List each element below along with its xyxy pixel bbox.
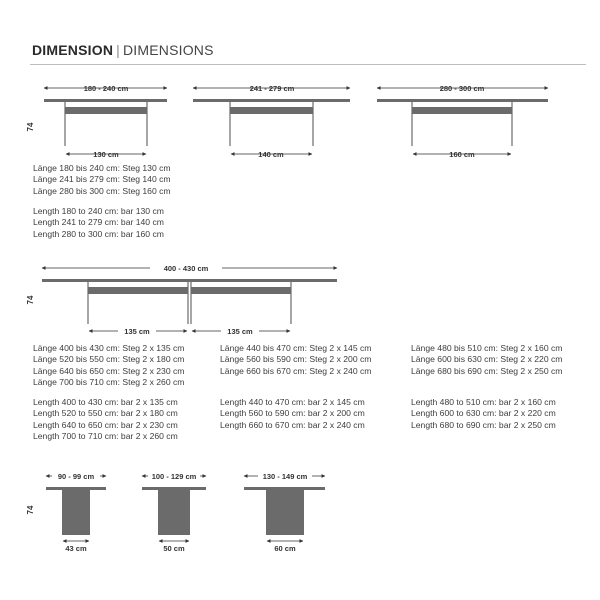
row2-col2-en-line: Length 560 to 590 cm: bar 2 x 200 cm (220, 408, 365, 419)
row1-table-3-top-label: 280 - 300 cm (439, 84, 485, 93)
row3-table-1-top (46, 487, 106, 490)
row2-long-table (42, 262, 337, 336)
row2-height-label: 74 (26, 295, 35, 305)
row3-table-2-top (142, 487, 206, 490)
row2-col1-en-line: Length 700 to 710 cm: bar 2 x 260 cm (33, 431, 178, 442)
row1-table-2-top (193, 99, 350, 102)
row2-col2-de-line: Länge 440 bis 470 cm: Steg 2 x 145 cm (220, 343, 372, 353)
row1-de-text (33, 163, 171, 197)
row3-table-1-base (62, 490, 90, 535)
row2-col1-de-line: Länge 640 bis 650 cm: Steg 2 x 230 cm (33, 365, 185, 376)
row2-top-label: 400 - 430 cm (163, 264, 209, 273)
row2-bottom-left-label: 135 cm (124, 327, 150, 336)
row2-col2-en (220, 397, 365, 431)
row2-col1-de-line: Länge 700 bis 710 cm: Steg 2 x 260 cm (33, 377, 185, 388)
row1-table-1-top (44, 99, 167, 102)
row2-col1-de-line: Länge 520 bis 550 cm: Steg 2 x 180 cm (33, 354, 185, 365)
row2-bottom-right-label: 135 cm (227, 327, 253, 336)
title-light: DIMENSIONS (122, 42, 214, 58)
row2-col3-de-line: Länge 480 bis 510 cm: Steg 2 x 160 cm (411, 343, 563, 353)
row1-de-line: Länge 280 bis 300 cm: Steg 160 cm (33, 185, 171, 196)
row2-col3-de-line: Länge 680 bis 690 cm: Steg 2 x 250 cm (411, 365, 563, 376)
row3-table-3-top (244, 487, 325, 490)
row1-table-1-bottom-label: 130 cm (93, 150, 119, 159)
row1-en-line: Length 280 to 300 cm: bar 160 cm (33, 228, 164, 239)
row3-table-3-base (266, 490, 304, 535)
row3-table-2 (142, 471, 206, 553)
row2-col1-de (33, 343, 184, 389)
row2-col1-en (33, 397, 178, 443)
row1-de-line: Länge 180 bis 240 cm: Steg 130 cm (33, 163, 171, 173)
row2-col2-en-line: Length 440 to 470 cm: bar 2 x 145 cm (220, 397, 365, 407)
row3-table-1 (46, 471, 106, 553)
row1-en-line: Length 241 to 279 cm: bar 140 cm (33, 217, 164, 228)
row3-table-3-bottom-label: 60 cm (274, 544, 296, 553)
row2-col3-en (411, 397, 556, 431)
row1-table-3-bar (412, 107, 512, 114)
row1-height-label: 74 (26, 122, 35, 132)
row2-col3-en-line: Length 680 to 690 cm: bar 2 x 250 cm (411, 419, 556, 430)
row2-col3-de-line: Länge 600 bis 630 cm: Steg 2 x 220 cm (411, 354, 563, 365)
row3-table-1-bottom-label: 43 cm (65, 544, 87, 553)
row1-table-2-top-label: 241 - 279 cm (249, 84, 295, 93)
row1-table-3-bottom-label: 160 cm (449, 150, 475, 159)
row2-col2-en-line: Length 660 to 670 cm: bar 2 x 240 cm (220, 419, 365, 430)
row3-table-3 (244, 471, 325, 553)
row1-table-2-bottom-label: 140 cm (258, 150, 284, 159)
row3-table-3-top-label: 130 - 149 cm (262, 472, 308, 481)
row1-table-2 (193, 84, 350, 159)
row1-de-line: Länge 241 bis 279 cm: Steg 140 cm (33, 174, 171, 185)
row1-table-3 (377, 84, 548, 159)
row1-table-1-top-label: 180 - 240 cm (83, 84, 129, 93)
row2-col1-en-line: Length 640 to 650 cm: bar 2 x 230 cm (33, 419, 178, 430)
row2-col1-en-line: Length 400 to 430 cm: bar 2 x 135 cm (33, 397, 178, 407)
row3-height-label: 74 (26, 505, 35, 515)
row2-col2-de-line: Länge 660 bis 670 cm: Steg 2 x 240 cm (220, 365, 372, 376)
row1-table-2-bar (230, 107, 313, 114)
row1-en-line: Length 180 to 240 cm: bar 130 cm (33, 206, 164, 216)
row1-table-1-bar (65, 107, 147, 114)
row2-col1-en-line: Length 520 to 550 cm: bar 2 x 180 cm (33, 408, 178, 419)
row2-col3-en-line: Length 480 to 510 cm: bar 2 x 160 cm (411, 397, 556, 407)
title-bold: DIMENSION (32, 42, 114, 58)
row2-bar-right (191, 287, 291, 294)
row3-table-2-base (158, 490, 190, 535)
row1-en-text (33, 206, 164, 240)
row2-col3-de (411, 343, 562, 377)
row2-col1-de-line: Länge 400 bis 430 cm: Steg 2 x 135 cm (33, 343, 185, 353)
row1-table-3-top (377, 99, 548, 102)
row3-table-1-top-label: 90 - 99 cm (57, 472, 95, 481)
row2-col2-de (220, 343, 371, 377)
row2-col2-de-line: Länge 560 bis 590 cm: Steg 2 x 200 cm (220, 354, 372, 365)
row2-table-top (42, 279, 337, 282)
row2-bar-left (88, 287, 188, 294)
title-separator: | (116, 42, 120, 58)
row1-table-1 (44, 84, 167, 159)
row3-table-2-top-label: 100 - 129 cm (151, 472, 197, 481)
row2-col3-en-line: Length 600 to 630 cm: bar 2 x 220 cm (411, 408, 556, 419)
row3-table-2-bottom-label: 50 cm (163, 544, 185, 553)
